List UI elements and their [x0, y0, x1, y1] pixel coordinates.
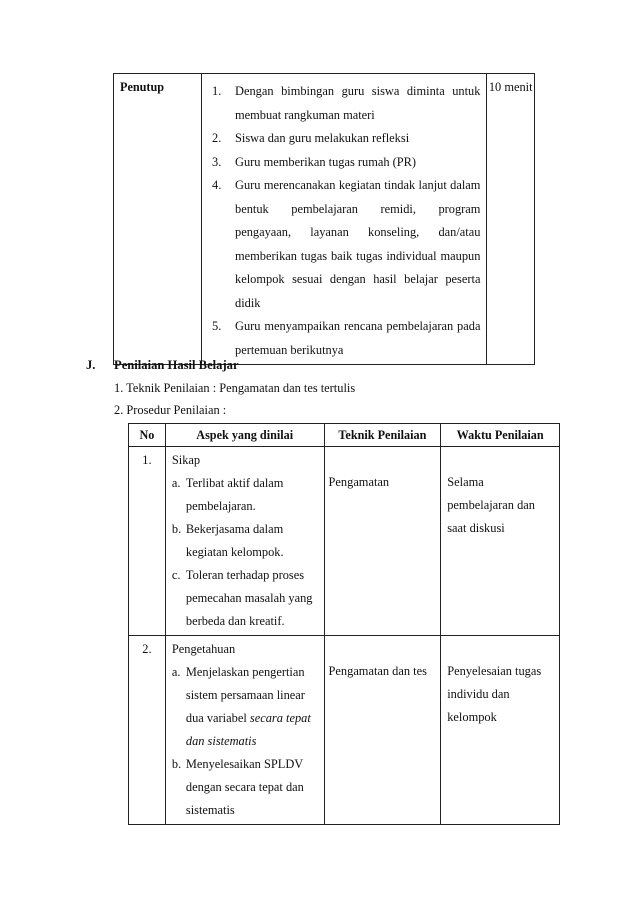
closing-step-3	[212, 151, 480, 175]
row-time	[441, 636, 560, 825]
step-number: 1.	[212, 84, 222, 98]
subitem-line: Menjelaskan pengertian	[185, 665, 305, 679]
header-technique: Teknik Penilaian	[324, 424, 441, 447]
subitem-letter: a.	[171, 476, 181, 490]
step-text-line: Guru memberikan tugas rumah (PR)	[235, 154, 417, 169]
subitem-letter: a.	[171, 665, 181, 679]
closing-steps	[202, 74, 487, 365]
table-row	[129, 636, 560, 825]
row-time	[441, 447, 560, 636]
aspect-title: Sikap	[171, 453, 201, 467]
step-text-line: memberikan tugas baik tugas individual maupun	[235, 248, 481, 263]
header-no: No	[129, 424, 166, 447]
subitem-letter: c.	[171, 568, 181, 582]
table-row	[129, 447, 560, 636]
row-aspect	[165, 447, 324, 636]
section-letter: J.	[86, 358, 96, 372]
aspect-subitem	[172, 661, 322, 753]
subitem-line: sistem persamaan linear	[185, 688, 305, 702]
subitem-line: pemecahan masalah yang	[185, 591, 313, 605]
subitem-line: dengan secara tepat dan	[185, 780, 304, 794]
time-line: individu dan	[447, 687, 510, 701]
subitem-line: Menyelesaikan SPLDV	[185, 757, 304, 771]
section-title: Penilaian Hasil Belajar	[114, 358, 239, 372]
subitem-italic: dan sistematis	[185, 734, 257, 748]
aspect-subitem	[172, 564, 322, 633]
header-aspect: Aspek yang dinilai	[165, 424, 324, 447]
subitem-letter: b.	[171, 757, 182, 771]
step-text-line: pertemuan berikutnya	[235, 342, 344, 357]
subitem-italic: secara tepat	[249, 711, 311, 725]
step-text-line: bentuk pembelajaran remidi, program	[235, 201, 481, 216]
assessment-technique-item: 1. Teknik Penilaian : Pengamatan dan tes tertulis	[114, 381, 356, 395]
step-text-line: membuat rangkuman materi	[235, 107, 375, 122]
closing-step-5	[212, 315, 480, 362]
step-number: 3.	[212, 154, 222, 169]
step-text-line: didik	[235, 295, 261, 310]
closing-step-4	[212, 174, 480, 315]
row-technique: Pengamatan dan tes	[324, 636, 441, 825]
header-time: Waktu Penilaian	[441, 424, 560, 447]
assessment-table	[128, 423, 560, 825]
step-text-line: kelompok sesuai dengan hasil belajar peserta	[235, 272, 481, 286]
row-aspect	[165, 636, 324, 825]
step-number: 2.	[212, 131, 222, 145]
step-text-line: pengayaan, layanan konseling, dan/atau	[235, 225, 481, 239]
step-text-line: Guru menyampaikan rencana pembelajaran pada	[235, 319, 481, 333]
subitem-line: dua variabel	[185, 711, 250, 725]
time-line: pembelajaran dan	[447, 498, 535, 512]
time-line: saat diskusi	[447, 521, 505, 535]
closing-step-2	[212, 127, 480, 151]
time-line: kelompok	[447, 710, 497, 724]
aspect-subitem	[172, 518, 322, 564]
aspect-subitem	[172, 753, 322, 822]
subitem-letter: b.	[171, 522, 182, 536]
step-text-line: Dengan bimbingan guru siswa diminta untuk	[235, 84, 481, 98]
step-number: 4.	[212, 178, 222, 192]
step-number: 5.	[212, 319, 222, 333]
closing-step-1	[212, 80, 480, 127]
row-number: 1.	[129, 447, 166, 636]
aspect-subitem	[172, 472, 322, 518]
table-header-row	[129, 424, 560, 447]
assessment-procedure-item: 2. Prosedur Penilaian :	[114, 403, 227, 417]
step-text-line: Siswa dan guru melakukan refleksi	[235, 131, 410, 145]
subitem-line: Terlibat aktif dalam	[185, 476, 284, 490]
subitem-line: kegiatan kelompok.	[185, 545, 284, 559]
time-line: Selama	[447, 475, 484, 489]
subitem-line: pembelajaran.	[185, 499, 256, 513]
closing-duration: 10 menit	[487, 74, 535, 365]
section-heading	[86, 358, 239, 373]
subitem-line: sistematis	[185, 803, 235, 817]
step-text-line: Guru merencanakan kegiatan tindak lanjut dalam	[235, 178, 481, 192]
closing-label: Penutup	[114, 74, 202, 365]
subitem-line: berbeda dan kreatif.	[185, 614, 285, 628]
subitem-line: Bekerjasama dalam	[185, 522, 284, 536]
subitem-line: Toleran terhadap proses	[185, 568, 305, 582]
aspect-title: Pengetahuan	[171, 642, 236, 656]
time-line: Penyelesaian tugas	[447, 664, 542, 678]
closing-activity-table	[113, 73, 535, 365]
row-technique: Pengamatan	[324, 447, 441, 636]
row-number: 2.	[129, 636, 166, 825]
closing-row	[114, 74, 535, 365]
